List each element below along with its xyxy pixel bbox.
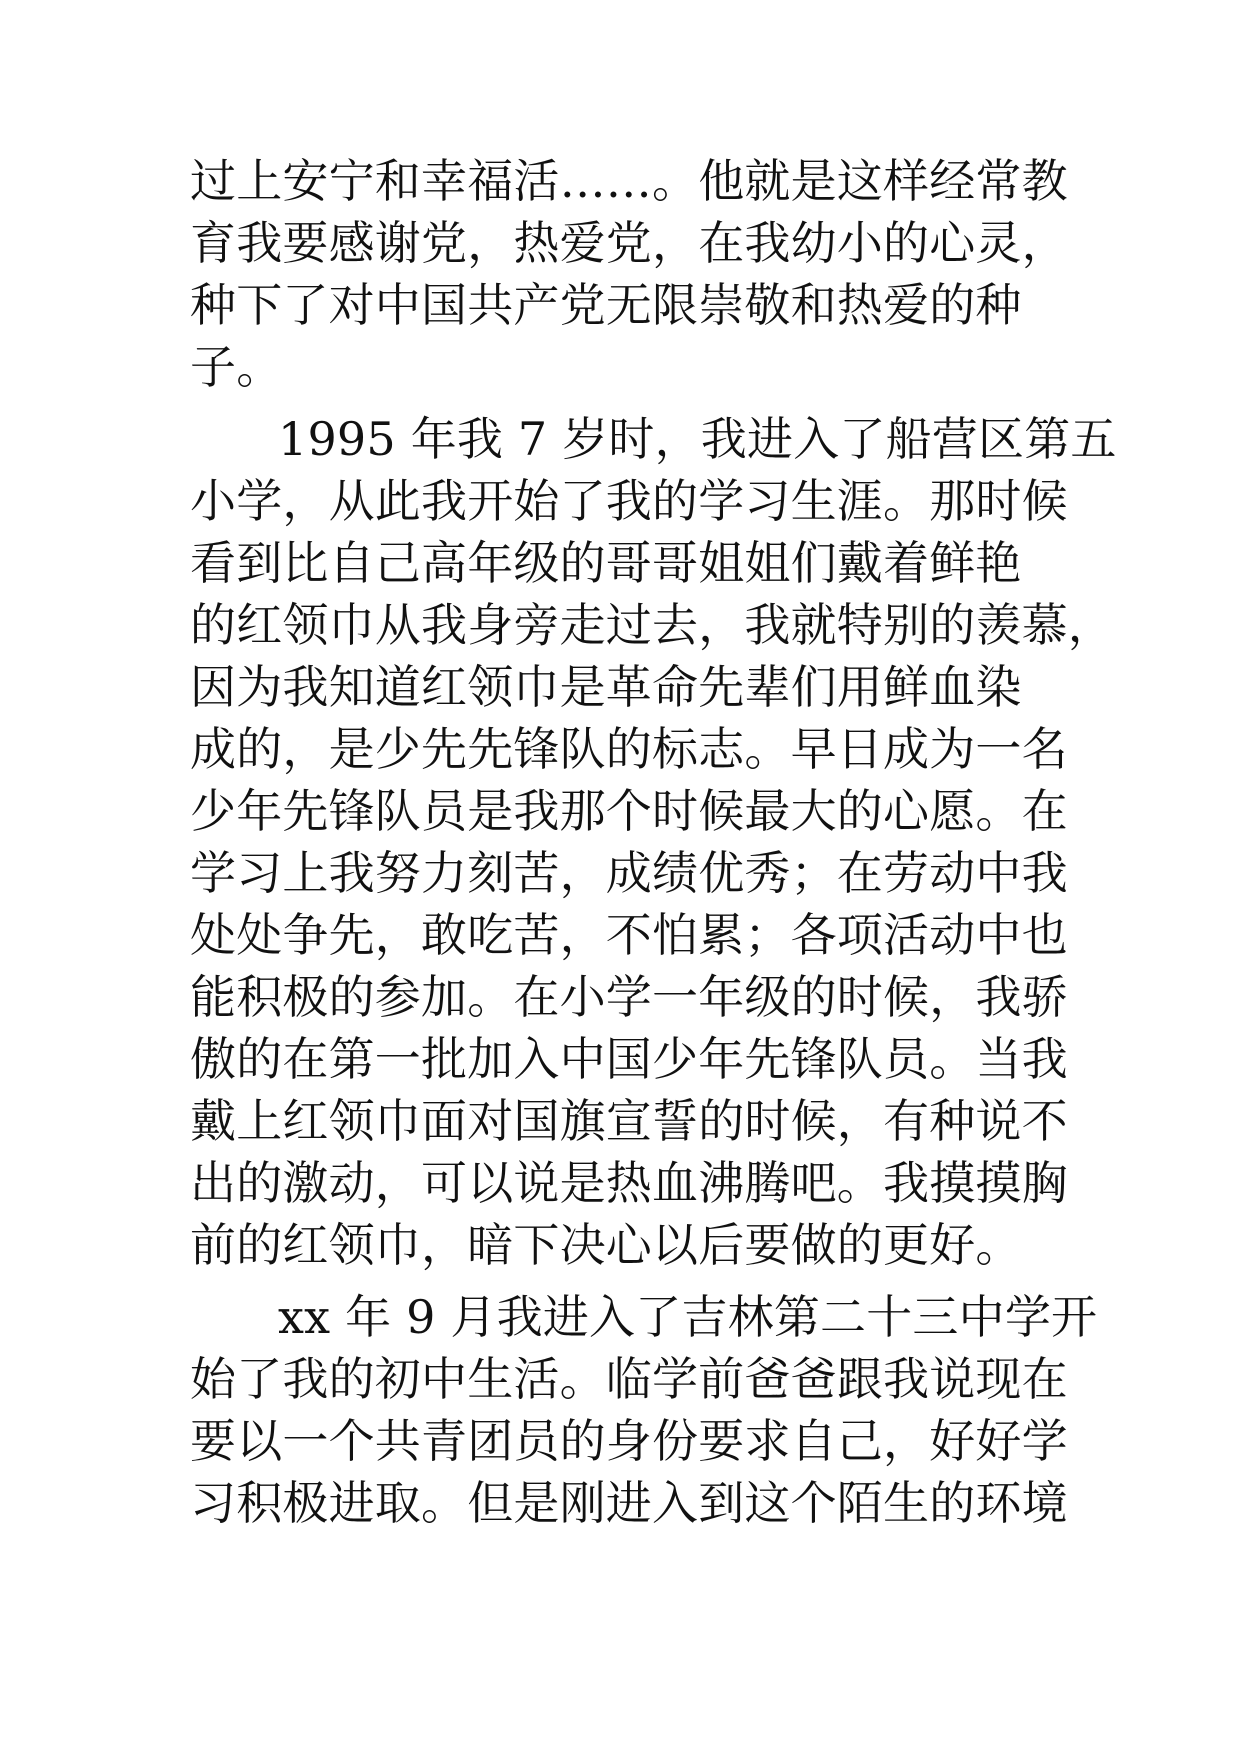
text-line: 少年先锋队员是我那个时候最大的心愿。在 — [190, 784, 1068, 838]
text-line: 小学，从此我开始了我的学习生涯。那时候 — [190, 474, 1068, 528]
text-line: 始了我的初中生活。临学前爸爸跟我说现在 — [190, 1352, 1068, 1406]
text-line: 看到比自己高年级的哥哥姐姐们戴着鲜艳 — [190, 536, 1022, 590]
text-line: 成的，是少先先锋队的标志。早日成为一名 — [190, 722, 1068, 776]
document-body — [190, 150, 1117, 1534]
paragraph-3 — [190, 1286, 1098, 1534]
text-line: 前的红领巾，暗下决心以后要做的更好。 — [190, 1218, 1022, 1272]
text-line: 因为我知道红领巾是革命先辈们用鲜血染 — [190, 660, 1022, 714]
paragraph-spacer — [190, 398, 1070, 408]
text-line: 育我要感谢党，热爱党，在我幼小的心灵， — [190, 216, 1068, 270]
text-line: 子。 — [190, 340, 283, 394]
text-line: 学习上我努力刻苦，成绩优秀；在劳动中我 — [190, 846, 1068, 900]
paragraph-1 — [190, 150, 1070, 398]
text-line: 处处争先，敢吃苦，不怕累；各项活动中也 — [190, 908, 1068, 962]
paragraph-spacer — [190, 1276, 1070, 1286]
text-line: 习积极进取。但是刚进入到这个陌生的环境 — [190, 1476, 1068, 1530]
text-line: 过上安宁和幸福活……。他就是这样经常教 — [190, 154, 1068, 208]
text-line: 的红领巾从我身旁走过去，我就特别的羡慕， — [190, 598, 1114, 652]
text-line: 傲的在第一批加入中国少年先锋队员。当我 — [190, 1032, 1068, 1086]
text-line: 要以一个共青团员的身份要求自己，好好学 — [190, 1414, 1068, 1468]
text-line: 种下了对中国共产党无限崇敬和热爱的种 — [190, 278, 1022, 332]
text-line: 能积极的参加。在小学一年级的时候，我骄 — [190, 970, 1068, 1024]
paragraph-2 — [190, 408, 1117, 1276]
text-line: 戴上红领巾面对国旗宣誓的时候，有种说不 — [190, 1094, 1068, 1148]
text-line: xx 年 9 月我进入了吉林第二十三中学开 — [278, 1290, 1098, 1344]
text-line: 1995 年我 7 岁时，我进入了船营区第五 — [278, 412, 1117, 466]
text-line: 出的激动，可以说是热血沸腾吧。我摸摸胸 — [190, 1156, 1068, 1210]
